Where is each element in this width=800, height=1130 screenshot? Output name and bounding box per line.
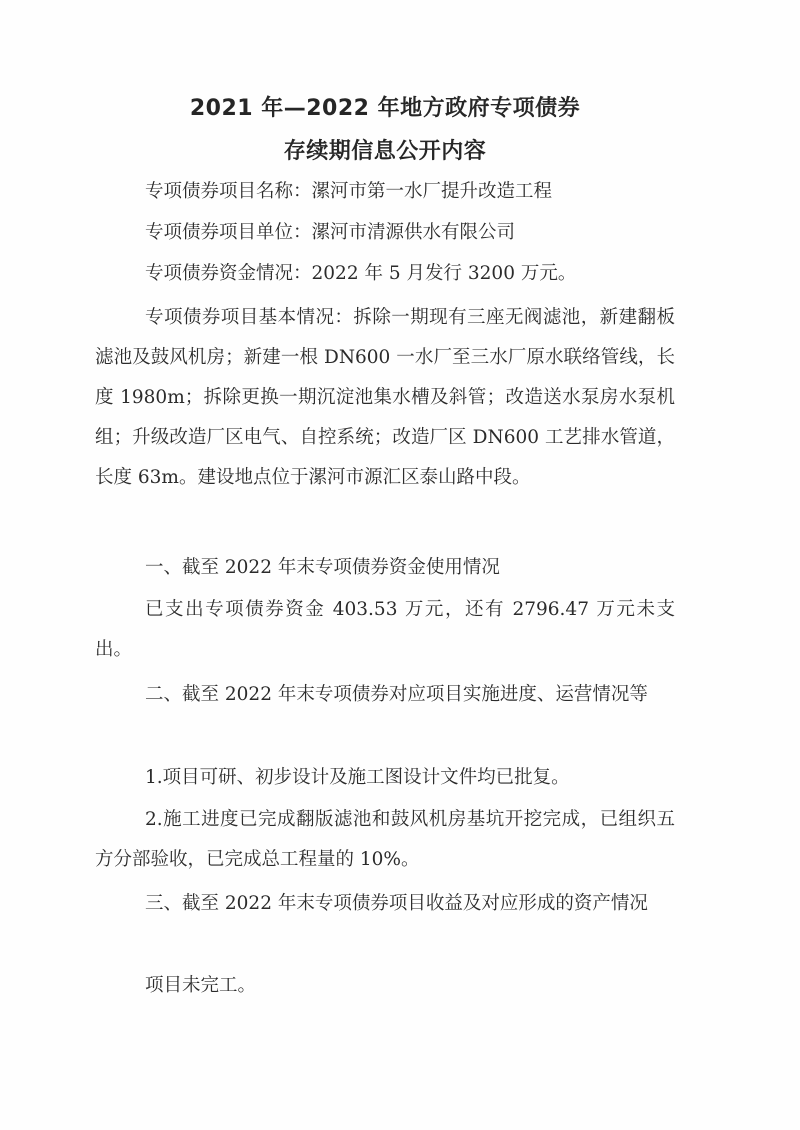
section-2-item-2: 2.施工进度已完成翻版滤池和鼓风机房基坑开挖完成，已组织五方分部验收，已完成总工程量的 10%。 xyxy=(95,809,675,870)
document-title-line-2: 存续期信息公开内容 xyxy=(283,139,487,164)
basic-info-paragraph xyxy=(95,298,675,498)
project-name-value: 漯河市第一水厂提升改造工程 xyxy=(311,181,553,202)
section-2-item-1: 1.项目可研、初步设计及施工图设计文件均已批复。 xyxy=(145,767,570,788)
project-name-row xyxy=(95,172,675,212)
section-2-heading: 二、截至 2022 年末专项债券对应项目实施进度、运营情况等 xyxy=(145,684,648,705)
section-3-heading: 三、截至 2022 年末专项债券项目收益及对应形成的资产情况 xyxy=(145,893,648,914)
project-unit-value: 漯河市清源供水有限公司 xyxy=(311,222,516,243)
basic-info-label: 专项债券项目基本情况： xyxy=(145,307,354,328)
section-1-body: 已支出专项债券资金 403.53 万元，还有 2796.47 万元未支出。 xyxy=(95,599,675,660)
section-1-heading: 一、截至 2022 年末专项债券资金使用情况 xyxy=(145,557,500,578)
funding-label: 专项债券资金情况： xyxy=(145,263,312,284)
section-3-body: 项目未完工。 xyxy=(145,975,257,996)
basic-info-value: 拆除一期现有三座无阀滤池，新建翻板滤池及鼓风机房；新建一根 DN600 一水厂至三水厂原水联络管线，长度 1980m；拆除更换一期沉淀池集水槽及斜管；改造送水泵房水泵机组；升级改造厂区电气、自控系统；改造厂区 DN600 工艺排水管道，长度 63m。建设地点位于漯河市源汇区泰山路中段。 xyxy=(95,307,675,488)
project-unit-label: 专项债券项目单位： xyxy=(145,222,312,243)
document-title-line-1: 2021 年—2022 年地方政府专项债券 xyxy=(189,96,581,121)
funding-value: 2022 年 5 月发行 3200 万元。 xyxy=(311,263,577,284)
project-name-label: 专项债券项目名称： xyxy=(145,181,312,202)
project-unit-row xyxy=(95,213,675,253)
funding-row xyxy=(95,254,675,294)
